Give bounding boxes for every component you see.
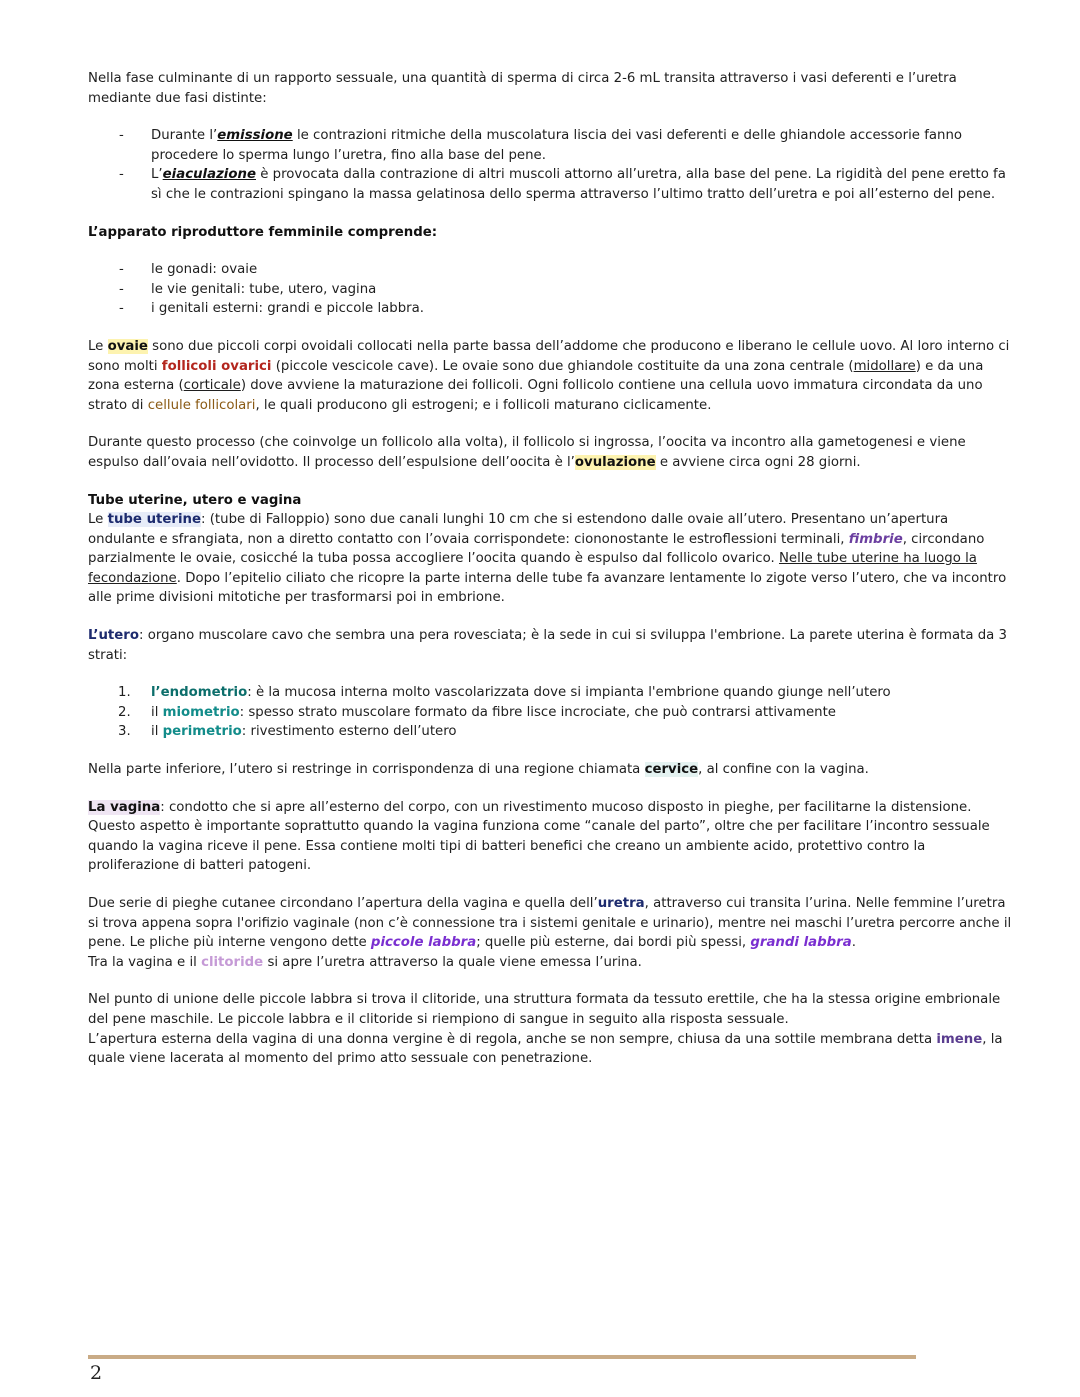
intro-paragraph: Nella fase culminante di un rapporto sessuale, una quantità di sperma di circa 2-6 mL transita attraverso i vasi deferenti e l’uretra mediante due fasi distinte: bbox=[88, 71, 957, 106]
list-item: - Durante l’emissione le contrazioni ritmiche della muscolatura liscia dei vasi deferenti e delle ghiandole accessorie fanno procedere lo sperma lungo l’uretra, fino alla base del pene. bbox=[88, 126, 1018, 165]
term-midollare: midollare bbox=[853, 358, 916, 374]
page-number: 2 bbox=[90, 1362, 103, 1384]
term-imene: imene bbox=[936, 1031, 983, 1047]
term-ovulazione: ovulazione bbox=[574, 454, 656, 470]
term-piccole-labbra: piccole labbra bbox=[370, 935, 477, 951]
term-cellule-follicolari: cellule follicolari bbox=[147, 397, 256, 413]
term-tube-uterine: tube uterine bbox=[107, 512, 202, 528]
female-heading: L’apparato riproduttore femminile comprende: bbox=[88, 224, 438, 240]
term-clitoride: clitoride bbox=[201, 954, 264, 970]
utero-paragraph: L’utero: organo muscolare cavo che sembra una pera rovesciata; è la sede in cui si sviluppa l'embrione. La parete uterina è formata da 3 strati: bbox=[88, 628, 1008, 663]
term-emissione: emissione bbox=[217, 128, 293, 144]
female-list bbox=[88, 260, 1018, 319]
list-item: 1. l’endometrio: è la mucosa interna molto vascolarizzata dove si impianta l'embrione quando giunge nell’utero bbox=[118, 685, 891, 701]
list-item: - i genitali esterni: grandi e piccole labbra. bbox=[88, 299, 1018, 319]
term-eiaculazione: eiaculazione bbox=[162, 167, 256, 183]
term-follicoli: follicoli ovarici bbox=[161, 358, 272, 374]
list-item: - L’eiaculazione è provocata dalla contrazione di altri muscoli attorno all’uretra, alla base del pene. La rigidità del pene eretto fa sì che le contrazioni spingano la massa gelatinosa dello sperma attraverso l’ultimo tratto dell’uretra e poi all’esterno del pene. bbox=[88, 165, 1018, 204]
phases-list bbox=[88, 126, 1018, 204]
tube-paragraph: Tube uterine, utero e vagina Le tube uterine: (tube di Falloppio) sono due canali lunghi 10 cm che si estendono dalle ovaie all’utero. Presentano un’apertura ondulante e sfrangiata, non a diretto contatto con l’ovaia corrispondete: ciononostante le estroflessioni terminali, fimbrie, circondano parzialmente le ovaie, cosicché la tuba possa accogliere l’oocita quando è espulso dal follicolo ovarico. Nelle tube uterine ha luogo la fecondazione. Dopo l’epitelio ciliato che ricopre la parte interna delle tube fa avanzare lentamente lo zigote verso l’utero, che va incontro alle prime divisioni mitotiche per trasformarsi poi in embrione. bbox=[88, 492, 1007, 606]
clitoride-paragraph: Nel punto di unione delle piccole labbra si trova il clitoride, una struttura formata da tessuto erettile, che ha la stessa origine embrionale del pene maschile. Le piccole labbra e il clitoride si riempiono di sangue in seguito alla risposta sessuale. L’apertura esterna della vagina di una donna vergine è di regola, anche se non sempre, chiusa da una sottile membrana detta imene, la quale viene lacerata al momento del primo atto sessuale con penetrazione. bbox=[88, 992, 1003, 1067]
list-item: 2. il miometrio: spesso strato muscolare formato da fibre lisce incrociate, che può contrarsi attivamente bbox=[118, 704, 836, 720]
term-grandi-labbra: grandi labbra bbox=[750, 935, 852, 951]
term-miometrio: miometrio bbox=[162, 704, 240, 720]
ovaie-paragraph: Le ovaie sono due piccoli corpi ovoidali collocati nella parte bassa dell’addome che producono e liberano le cellule uovo. Al loro interno ci sono molti follicoli ovarici (piccole vescicole cave). Le ovaie sono due ghiandole costituite da una zona centrale (midollare) e da una zona esterna (corticale) dove avviene la maturazione dei follicoli. Ogni follicolo contiene una cellula uovo immatura circondata da uno strato di cellule follicolari, le quali producono gli estrogeni; e i follicoli maturano ciclicamente. bbox=[88, 338, 1010, 413]
cervice-paragraph: Nella parte inferiore, l’utero si restringe in corrispondenza di una regione chiamata cervice, al confine con la vagina. bbox=[88, 762, 869, 778]
term-fimbrie: fimbrie bbox=[848, 531, 903, 547]
list-item: 3. il perimetrio: rivestimento esterno dell’utero bbox=[118, 724, 457, 740]
labbra-paragraph: Due serie di pieghe cutanee circondano l’apertura della vagina e quella dell’uretra, attraverso cui transita l’urina. Nelle femmine l’uretra si trova appena sopra l'orifizio vaginale (non c’è connessione tra i sistemi genitale e urinario), mentre nei maschi l’uretra percorre anche il pene. Le pliche più interne vengono dette piccole labbra; quelle più esterne, dai bordi più spessi, grandi labbra. Tra la vagina e il clitoride si apre l’uretra attraverso la quale viene emessa l’urina. bbox=[88, 896, 1012, 970]
term-cervice: cervice bbox=[644, 762, 699, 778]
layers-list bbox=[88, 683, 1018, 742]
list-item: - le vie genitali: tube, utero, vagina bbox=[88, 280, 1018, 300]
term-corticale: corticale bbox=[183, 378, 241, 394]
ovulazione-paragraph: Durante questo processo (che coinvolge un follicolo alla volta), il follicolo si ingrossa, l’oocita va incontro alla gametogenesi e viene espulso dall’ovaia nell’ovidotto. Il processo dell’espulsione dell’oocita è l’ovulazione e avviene circa ogni 28 giorni. bbox=[88, 435, 966, 470]
list-item: - le gonadi: ovaie bbox=[88, 260, 1018, 280]
section-heading: Tube uterine, utero e vagina bbox=[88, 492, 302, 508]
term-perimetrio: perimetrio bbox=[162, 724, 242, 740]
underlined-sentence: Nelle tube uterine ha luogo la fecondazione bbox=[88, 551, 977, 586]
term-endometrio: l’endometrio bbox=[151, 685, 248, 701]
term-vagina: La vagina bbox=[88, 799, 161, 815]
document-page bbox=[88, 69, 1018, 1087]
term-uretra: uretra bbox=[597, 896, 645, 911]
footer-divider bbox=[88, 1355, 916, 1359]
vagina-paragraph: La vagina: condotto che si apre all’esterno del corpo, con un rivestimento mucoso disposto in pieghe, per facilitarne la distensione. Questo aspetto è importante soprattutto quando la vagina funziona come “canale del parto”, oltre che per facilitare l’incontro sessuale quando la vagina riceve il pene. Essa contiene molti tipi di batteri benefici che creano un ambiente acido, protettivo contro la proliferazione di batteri patogeni. bbox=[88, 799, 990, 874]
term-ovaie: ovaie bbox=[107, 338, 148, 354]
term-utero: L’utero bbox=[88, 628, 139, 644]
